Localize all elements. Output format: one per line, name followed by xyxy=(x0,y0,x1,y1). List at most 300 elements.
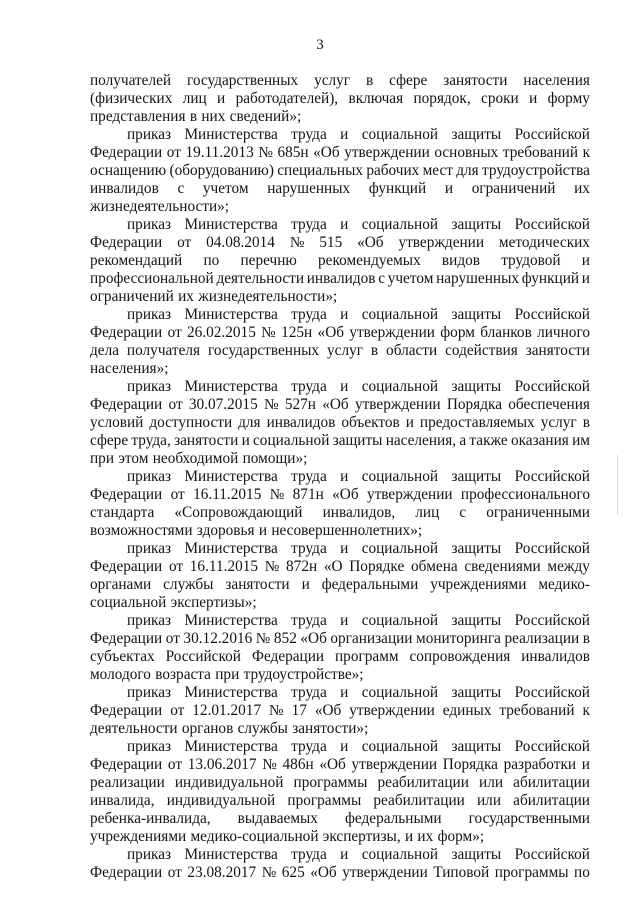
word: бланков xyxy=(480,324,532,341)
word: 515 xyxy=(319,234,343,251)
word: функций xyxy=(521,270,580,287)
word: утверждении xyxy=(344,144,430,161)
word: 872н xyxy=(286,558,318,575)
word: деятельности xyxy=(90,720,178,737)
word: условий xyxy=(90,414,144,431)
word: защиты xyxy=(451,306,502,323)
word: функций xyxy=(368,180,427,197)
word: 19.11.2013 xyxy=(185,144,254,161)
word: и xyxy=(301,576,310,593)
word: утверждении xyxy=(366,486,453,503)
word: и xyxy=(340,684,349,701)
word: 16.11.2015 xyxy=(193,486,262,503)
word: реализации xyxy=(504,630,580,647)
word: экспертизы»; xyxy=(170,594,257,611)
word: 625 xyxy=(281,864,305,881)
text-line xyxy=(90,288,590,306)
word: и xyxy=(529,90,538,107)
scan-margin-mark xyxy=(617,455,618,515)
word: единых xyxy=(442,702,492,719)
word: «Об xyxy=(300,630,327,647)
word: нарушенных xyxy=(436,270,520,287)
word: органов xyxy=(181,720,234,737)
word: учреждениями xyxy=(90,828,187,845)
text-line xyxy=(90,792,590,810)
paragraph xyxy=(90,378,590,468)
word: предоставляемых xyxy=(419,414,535,431)
word: и xyxy=(340,846,349,863)
word: Министерства xyxy=(184,612,278,629)
word: труда xyxy=(291,612,327,629)
word: перечню xyxy=(240,252,297,269)
word: инвалидов, xyxy=(322,504,396,521)
word: защиты xyxy=(451,378,502,395)
text-line xyxy=(90,630,590,648)
word: от xyxy=(167,324,182,341)
text-line xyxy=(90,216,590,234)
word: приказ xyxy=(127,684,172,701)
text-line xyxy=(90,648,590,666)
text-line xyxy=(90,594,590,612)
word: трудоустройстве»; xyxy=(243,666,364,683)
text-line xyxy=(90,612,590,630)
word: населения xyxy=(523,72,590,89)
word: сведениями xyxy=(464,558,541,575)
word: труда xyxy=(291,684,327,701)
word: Порядке xyxy=(349,558,405,575)
word: труда xyxy=(291,126,327,143)
word: социальной xyxy=(253,432,330,449)
word: здоровья xyxy=(196,522,255,539)
word: в xyxy=(370,342,379,359)
paragraph xyxy=(90,468,590,540)
word: требований xyxy=(499,702,575,719)
word: социальной xyxy=(90,594,167,611)
word: помощи»; xyxy=(242,450,308,467)
paragraph xyxy=(90,612,590,684)
word: по xyxy=(203,252,220,269)
word: 30.12.2016 xyxy=(183,630,253,647)
word: 852 xyxy=(273,630,297,647)
word: социальной xyxy=(361,540,439,557)
word: разработки xyxy=(503,756,577,773)
word: ограничений xyxy=(471,180,556,197)
word: Федерации xyxy=(90,864,163,881)
word: приказ xyxy=(127,306,172,323)
word: при xyxy=(215,666,240,683)
word: (оборудованию) xyxy=(169,162,274,179)
text-line xyxy=(90,144,590,162)
word: № xyxy=(269,486,285,503)
word: и xyxy=(581,756,590,773)
word: Федерации xyxy=(90,630,163,647)
word: реабилитации xyxy=(377,774,469,791)
word: «Об xyxy=(322,396,349,413)
word: федеральными xyxy=(345,810,442,827)
word: при xyxy=(90,450,115,467)
word: службы xyxy=(163,576,214,593)
word: населения, xyxy=(385,432,457,449)
word: между xyxy=(547,558,590,575)
word: рабочих xyxy=(366,162,420,179)
text-line xyxy=(90,558,590,576)
word: от xyxy=(177,234,192,251)
word: 527н xyxy=(284,396,316,413)
word: социальной xyxy=(361,684,439,701)
word: защиты xyxy=(451,738,502,755)
word: труда xyxy=(291,306,327,323)
word: Российской xyxy=(514,684,590,701)
word: и xyxy=(404,828,414,845)
word: в xyxy=(582,414,590,431)
word: программы xyxy=(494,864,569,881)
word: приказ xyxy=(127,540,172,557)
word: 125н xyxy=(281,324,313,341)
word: от xyxy=(168,396,183,413)
word: Министерства xyxy=(184,216,278,233)
word: нарушенных xyxy=(267,180,351,197)
word: получателя xyxy=(126,342,201,359)
word: Федерации xyxy=(90,702,163,719)
word: 26.02.2015 xyxy=(187,324,256,341)
text-line xyxy=(90,540,590,558)
word: труда xyxy=(291,846,327,863)
word: и xyxy=(444,180,454,197)
word: утверждении xyxy=(398,234,485,251)
word: и xyxy=(258,522,268,539)
paragraph xyxy=(90,738,590,846)
word: Федерации xyxy=(90,234,163,251)
word: 30.07.2015 xyxy=(188,396,258,413)
word: Российской xyxy=(514,540,590,557)
word: Российской xyxy=(514,378,590,395)
word: № xyxy=(289,234,305,251)
word: инвалидов xyxy=(306,270,376,287)
word: приказ xyxy=(127,216,172,233)
word: реализации xyxy=(90,774,165,791)
word: и xyxy=(340,612,349,629)
word: № xyxy=(255,630,271,647)
word: 04.08.2014 xyxy=(206,234,275,251)
text-line xyxy=(90,504,590,522)
word: защиты xyxy=(451,468,502,485)
text-line xyxy=(90,378,590,396)
word: от xyxy=(168,558,184,575)
word: их xyxy=(574,180,590,197)
word: приказ xyxy=(127,846,172,863)
word: форм»; xyxy=(437,828,485,845)
word: приказ xyxy=(127,126,172,143)
word: Российской xyxy=(514,612,590,629)
text-line xyxy=(90,270,590,288)
text-line xyxy=(90,468,590,486)
text-line xyxy=(90,432,590,450)
word: Министерства xyxy=(184,126,278,143)
word: области xyxy=(386,342,438,359)
word: видов xyxy=(441,252,480,269)
word: № xyxy=(261,864,277,881)
word: организации xyxy=(330,630,413,647)
word: и xyxy=(340,468,349,485)
word: их xyxy=(417,828,434,845)
word: занятости xyxy=(525,342,590,359)
word: и xyxy=(405,414,414,431)
word: и xyxy=(581,252,590,269)
word: 23.08.2017 xyxy=(187,864,257,881)
paragraph xyxy=(90,540,590,612)
word: Министерства xyxy=(184,738,278,755)
word: экспертизы, xyxy=(322,828,401,845)
word: абилитации xyxy=(513,792,590,809)
word: учреждениями xyxy=(430,576,527,593)
word: социальной xyxy=(361,846,439,863)
word: приказ xyxy=(127,612,172,629)
word: государственными xyxy=(468,810,590,827)
word: «Сопровождающий xyxy=(174,504,303,521)
text-line xyxy=(90,810,590,828)
text-line xyxy=(90,72,590,90)
word: Федерации xyxy=(90,396,163,413)
text-line xyxy=(90,306,590,324)
word: «Об xyxy=(357,234,384,251)
text-line xyxy=(90,828,590,846)
word: них xyxy=(201,108,226,125)
word: утверждении xyxy=(349,702,435,719)
word: Федерации xyxy=(90,756,163,773)
word: приказ xyxy=(127,378,172,395)
word: и xyxy=(340,378,349,395)
text-line xyxy=(90,702,590,720)
word: Федерации xyxy=(90,324,163,341)
word: от xyxy=(165,630,180,647)
word: сфере xyxy=(90,432,129,449)
word: Российской xyxy=(165,648,241,665)
word: возраста xyxy=(155,666,211,683)
word: а xyxy=(459,432,467,449)
word: профессионального xyxy=(460,486,590,503)
word: оснащению xyxy=(90,162,167,179)
word: государственных xyxy=(207,342,320,359)
word: лиц xyxy=(182,90,207,107)
word: профессиональной xyxy=(90,270,214,287)
word: возможностями xyxy=(90,522,193,539)
word: 12.01.2017 xyxy=(192,702,262,719)
word: труда xyxy=(291,540,327,557)
word: сроки xyxy=(481,90,519,107)
word: несовершеннолетних»; xyxy=(271,522,423,539)
word: № xyxy=(261,324,276,341)
word: объектов xyxy=(341,414,400,431)
word: в xyxy=(189,108,198,125)
word: защиты xyxy=(451,216,502,233)
word: медико- xyxy=(538,576,590,593)
word: доступности xyxy=(149,414,233,431)
word: защиты xyxy=(451,126,502,143)
word: Министерства xyxy=(184,306,278,323)
word: Министерства xyxy=(184,540,278,557)
word: жизнедеятельности»; xyxy=(198,288,338,305)
word: обеспечения xyxy=(508,396,590,413)
text-line xyxy=(90,450,590,468)
word: к xyxy=(582,702,590,719)
word: № xyxy=(263,396,279,413)
word: государственных xyxy=(187,72,299,89)
word: в xyxy=(365,72,374,89)
word: 486н xyxy=(282,756,314,773)
word: оказания xyxy=(510,432,569,449)
document-body xyxy=(90,72,590,882)
word: службы xyxy=(237,720,288,737)
word: 13.06.2017 xyxy=(187,756,257,773)
text-line xyxy=(90,396,590,414)
word: «Об xyxy=(332,486,359,503)
word: Министерства xyxy=(184,378,278,395)
word: приказ xyxy=(127,468,172,485)
word: занятости xyxy=(225,576,290,593)
word: ребенка-инвалида, xyxy=(90,810,211,827)
word: № xyxy=(269,702,284,719)
text-line xyxy=(90,108,590,126)
word: абилитации xyxy=(513,774,590,791)
word: субъектах xyxy=(90,648,155,665)
word: от xyxy=(166,144,181,161)
word: и xyxy=(217,90,226,107)
word: защиты xyxy=(451,612,502,629)
word: обмена xyxy=(410,558,458,575)
text-line xyxy=(90,738,590,756)
word: Порядка xyxy=(446,396,502,413)
word: Министерства xyxy=(184,846,278,863)
word: (физических xyxy=(90,90,173,107)
word: сфере xyxy=(389,72,428,89)
word: трудовой xyxy=(501,252,561,269)
paragraph xyxy=(90,72,590,126)
word: труда xyxy=(291,378,327,395)
word: представления xyxy=(90,108,186,125)
word: Федерации xyxy=(90,486,163,503)
word: труда xyxy=(291,216,327,233)
word: личного xyxy=(537,324,590,341)
text-line xyxy=(90,126,590,144)
word: Министерства xyxy=(184,468,278,485)
word: Федерации xyxy=(251,648,325,665)
word: инвалидов xyxy=(90,180,159,197)
word: Порядка xyxy=(442,756,498,773)
word: форм xyxy=(440,324,475,341)
word: молодого xyxy=(90,666,151,683)
word: Российской xyxy=(514,126,590,143)
word: и xyxy=(340,306,349,323)
word: социальной xyxy=(361,306,439,323)
text-line xyxy=(90,414,590,432)
word: сведений»; xyxy=(229,108,302,125)
word: «Об xyxy=(314,702,342,719)
word: стандарта xyxy=(90,504,155,521)
word: деятельности xyxy=(216,270,305,287)
word: занятости xyxy=(174,432,239,449)
text-line xyxy=(90,666,590,684)
word: медико-социальной xyxy=(190,828,319,845)
word: с xyxy=(177,180,185,197)
word: утверждении xyxy=(349,324,435,341)
paragraph xyxy=(90,306,590,378)
word: их xyxy=(178,288,194,305)
text-line xyxy=(90,756,590,774)
word: Российской xyxy=(514,468,590,485)
word: защиты xyxy=(451,540,502,557)
paragraph xyxy=(90,216,590,306)
word: Российской xyxy=(514,738,590,755)
text-line xyxy=(90,720,590,738)
word: защиты xyxy=(451,684,502,701)
word: 685н xyxy=(277,144,309,161)
word: труда, xyxy=(131,432,171,449)
word: инвалида, xyxy=(90,792,155,809)
word: органами xyxy=(90,576,152,593)
word: форму xyxy=(547,90,590,107)
word: рекомендаций xyxy=(90,252,183,269)
word: услуг xyxy=(314,72,351,89)
word: и xyxy=(340,216,349,233)
word: порядок, xyxy=(413,90,471,107)
text-line xyxy=(90,846,590,864)
word: ограниченными xyxy=(486,504,590,521)
word: программы xyxy=(287,792,362,809)
word: № xyxy=(264,558,280,575)
word: утверждении xyxy=(351,756,438,773)
text-line xyxy=(90,342,590,360)
word: основных xyxy=(434,144,499,161)
word: и xyxy=(340,126,349,143)
word: занятости»; xyxy=(292,720,369,737)
word: утверждении xyxy=(342,864,428,881)
word: социальной xyxy=(361,468,439,485)
word: также xyxy=(469,432,508,449)
word: утверждении xyxy=(354,396,441,413)
word: мониторинга xyxy=(416,630,501,647)
word: индивидуальной xyxy=(166,792,276,809)
word: № xyxy=(262,756,277,773)
word: Типовой xyxy=(433,864,490,881)
word: социальной xyxy=(361,612,439,629)
word: инвалидов xyxy=(521,648,590,665)
word: Российской xyxy=(514,216,590,233)
word: инвалидов xyxy=(266,414,336,431)
word: в xyxy=(582,630,590,647)
word: социальной xyxy=(361,216,439,233)
text-line xyxy=(90,486,590,504)
word: к xyxy=(582,144,590,161)
text-line xyxy=(90,774,590,792)
word: требований xyxy=(502,144,579,161)
word: «Об xyxy=(317,324,345,341)
word: от xyxy=(167,756,183,773)
text-line xyxy=(90,234,590,252)
word: «О xyxy=(323,558,343,575)
word: с xyxy=(459,504,467,521)
word: или xyxy=(477,792,502,809)
word: лиц xyxy=(415,504,440,521)
word: этом xyxy=(118,450,149,467)
word: защиты xyxy=(332,432,383,449)
word: труда xyxy=(291,738,327,755)
word: содействия xyxy=(445,342,518,359)
word: сопровождения xyxy=(409,648,511,665)
word: или xyxy=(479,774,504,791)
word: по xyxy=(574,864,590,881)
text-line xyxy=(90,360,590,378)
word: федеральными xyxy=(321,576,419,593)
